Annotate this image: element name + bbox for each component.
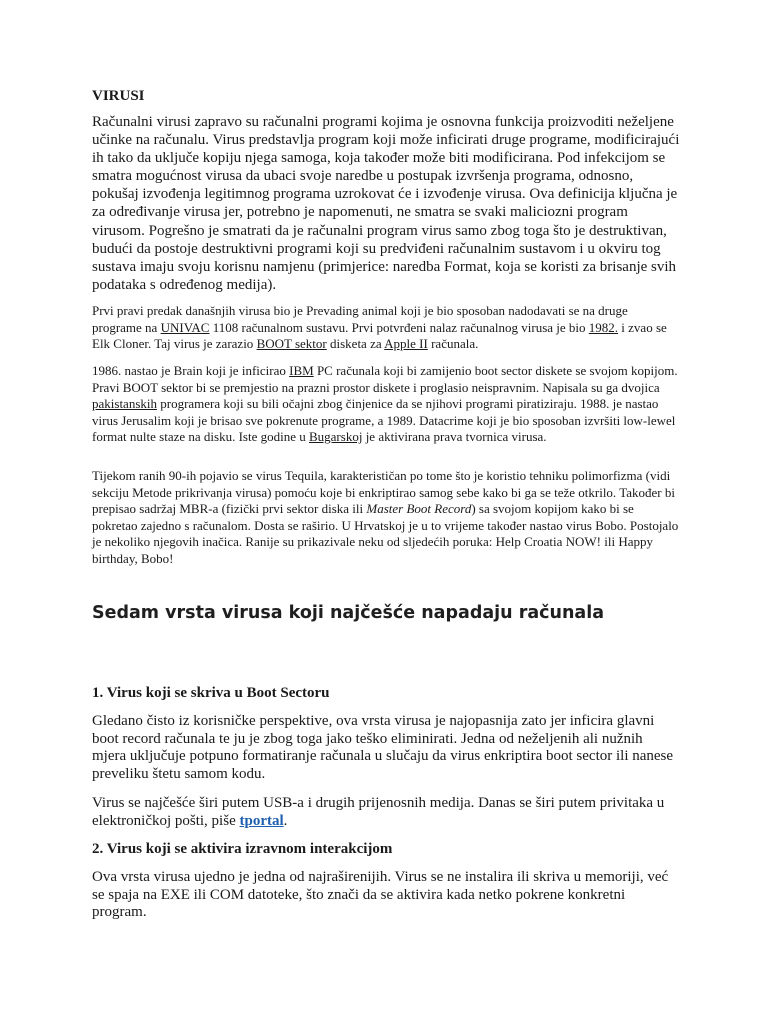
bugarskoj-link[interactable]: Bugarskoj [308, 429, 363, 444]
boot-sector-paragraph: Gledano čisto iz korisničke perspektive, ova vrsta virusa je najopasnija zato jer inficira glavni boot record računala te ju je zbog toga jako teško eliminirati. Jedna od neželjenih ali nužnih mjera uključuje potpuno formatiranje računala u slučaju da virus enkriptira boot sector ili nanese preveliku štetu samom kodu. [92, 713, 674, 782]
history-text: Prvi pravi predak današnjih virusa bio je Prevading animal koji je bio sposoban nadodavati se na druge programe na [92, 303, 628, 335]
history-paragraph-90s [92, 468, 680, 567]
usb-paragraph [92, 795, 680, 830]
history-text: programera koji su bili očajni zbog činjenice da se njihovi programi piratiziraju. 1988. je nastao virus Jerusalim koji je brisao sve pokrenute programe, a 1989. Datacrime koji je bio sposoban izvršiti low-lewel format nulte staze na disku. Iste godine u [92, 396, 676, 444]
section-heading-seven-types: Sedam vrsta virusa koji najčešće napadaju računala [92, 603, 605, 623]
history-text: i zvao se Elk Cloner. Taj virus je zarazio [92, 319, 667, 351]
history-text: je aktivirana prava tvornica virusa. [362, 429, 547, 444]
subheading-direct-action-virus: 2. Virus koji se aktivira izravnom interakcijom [92, 841, 393, 857]
univac-link[interactable]: UNIVAC [160, 319, 210, 335]
history-text: PC računala koji bi zamijenio boot sector diskete se svojom kopijom. Pravi BOOT sektor bi se premjestio na prazni prostor diskete i proglasio neispravnim. Napisala su ga dvojica [92, 363, 678, 395]
usb-text-end: . [283, 812, 288, 829]
master-boot-record-term: Master Boot Record [366, 501, 472, 516]
history-text: ) sa svojom kopijom kako bi se pokretao zajedno s računalom. Dosta se raširio. U Hrvatskoj je u to vrijeme također nastao virus Bobo. Postojalo je nekoliko njegovih inačica. Ranije su prikazivale neku od sljedećih poruka: Help Croatia NOW! ili Happy birthday, Bobo! [92, 501, 679, 566]
history-paragraph-1986 [92, 363, 680, 446]
history-paragraph-first [92, 303, 680, 353]
pakistanskih-link[interactable]: pakistanskih [92, 396, 157, 411]
intro-paragraph: Računalni virusi zapravo su računalni programi kojima je osnovna funkcija proizvoditi neželjene učinke na računalu. Virus predstavlja program koji može inficirati druge programe, modificirajući ih tako da uključe kopiju njega samoga, koja također može biti modificirana. Pod infekcijom se smatra mogućnost virusa da ubaci svoje naredbe u postupak izvršenja programa, odnosno, pokušaj izvođenja legitimnog programa uzrokovat će i izvođenje virusa. Ova definicija ključna je za određivanje virusa jer, potrebno je napomenuti, ne smatra se svaki maliciozni program virusom. Pogrešno je smatrati da je računalni program virus samo zbog toga što je destruktivan, budući da postoje destruktivni programi koji su predviđeni računalnim sustavom i u okviru tog sustava imaju svoju korisnu namjenu (primjerice: naredba Format, koja se koristi za brisanje svih podataka s određenog medija). [92, 114, 680, 293]
tportal-link[interactable]: tportal [239, 812, 284, 829]
history-text: 1986. nastao je Brain koji je inficirao [92, 363, 290, 378]
boot-sektor-link[interactable]: BOOT sektor [256, 336, 327, 351]
history-text: 1108 računalnom sustavu. Prvi potvrđeni nalaz računalnog virusa je bio [209, 319, 589, 335]
direct-action-paragraph: Ova vrsta virusa ujedno je jedna od najraširenijih. Virus se ne instalira ili skriva u memoriji, već se spaja na EXE ili COM datoteke, što znači da se aktivira kada netko pokrene konkretni program. [92, 869, 669, 920]
history-text: Tijekom ranih 90-ih pojavio se virus Tequila, karakterističan po tome što je koristio tehniku polimorfizma (vidi sekciju Metode prikrivanja virusa) pomoću koje bi enkriptirao samog sebe kako bi ga se teže otkrilo. Također bi prepisao sadržaj MBR-a (fizički prvi sektor diska ili [92, 468, 675, 516]
heading-virusi: VIRUSI [92, 88, 145, 104]
year-1982-link[interactable]: 1982. [588, 319, 619, 335]
usb-text: Virus se najčešće širi putem USB-a i drugih prijenosnih medija. Danas se širi putem privitaka u elektroničkoj pošti, piše [92, 795, 665, 829]
history-text: računala. [427, 336, 479, 351]
apple-ii-link[interactable]: Apple II [384, 336, 428, 351]
subheading-boot-sector-virus: 1. Virus koji se skriva u Boot Sectoru [92, 685, 330, 701]
ibm-link[interactable]: IBM [289, 363, 314, 378]
history-text: disketa za [326, 336, 385, 351]
